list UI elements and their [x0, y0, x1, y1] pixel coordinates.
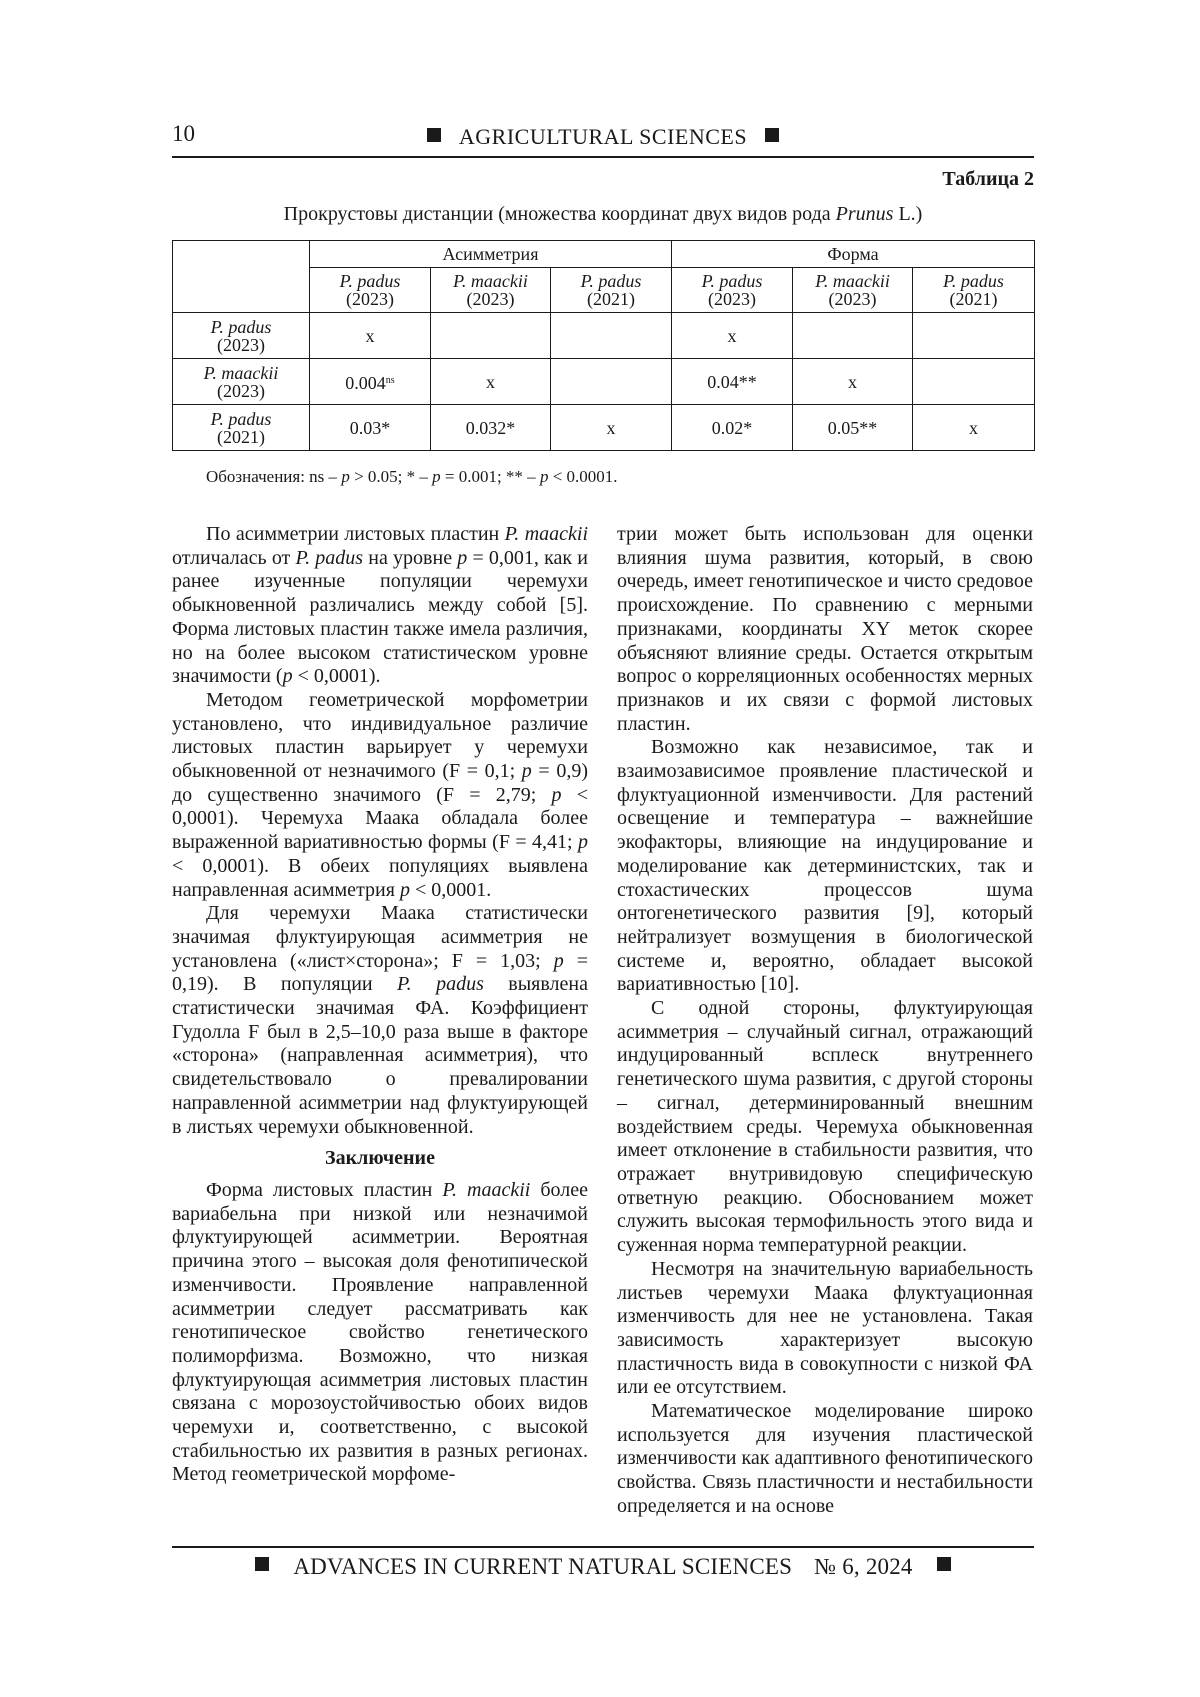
footer-rule [172, 1546, 1034, 1548]
table-cell: 0.032* [431, 405, 551, 451]
column-header: P. maackii (2023) [431, 268, 551, 313]
row-header: P. padus (2023) [173, 313, 310, 359]
header-rule [172, 156, 1034, 158]
journal-section: AGRICULTURAL SCIENCES [458, 124, 748, 149]
table-row [173, 405, 1035, 451]
column-header: P. padus (2023) [310, 268, 431, 313]
table-caption: Прокрустовы дистанции (множества координат двух видов рода Prunus L.) [283, 203, 923, 225]
table-cell: $0.004^{ns}$ [310, 359, 431, 405]
table-cell [793, 313, 913, 359]
table-corner-cell [173, 241, 310, 313]
page-number: 10 [172, 121, 195, 146]
section-heading: Заключение [325, 1147, 435, 1170]
table-notes: Обозначения: ns – p > 0.05; * – p = 0.001; ** – p < 0.0001. [206, 467, 618, 486]
table-cell: x [551, 405, 672, 451]
paragraph: Для черемухи Маака статистически значимая флуктуирующая асимметрия не установлена («лист×сторона»; F = 1,03; p = 0,19). В популяции P. padus выявлена статистически значимая ФА. Коэффициент Гудолла F был в 2,5–10,0 раза выше в факторе «сторона» (направленная асимметрия), что свидетельствовало о превалировании направленной асимметрии над флуктуирующей в листьях черемухи обыкновенной. [172, 902, 589, 1138]
journal-title: ADVANCES IN CURRENT NATURAL SCIENCES [293, 1554, 793, 1579]
table-number: Таблица 2 [942, 168, 1034, 190]
table-cell [551, 359, 672, 405]
table-cell: x [793, 359, 913, 405]
paragraph: Методом геометрической морфометрии установлено, что индивидуальное различие листовых пластин варьирует у черемухи обыкновенной от незначимого (F = 0,1; p = 0,9) до существенно значимого (F = 2,79; p < 0,0001). Черемуха Маака обладала более выраженной вариативностью формы (F = 4,41; p < 0,0001). В обеих популяциях выявлена направленная асимметрия p < 0,0001. [172, 688, 588, 901]
column-header: P. padus (2023) [672, 268, 793, 313]
text-column-left [172, 523, 588, 1487]
table-cell: 0.02* [672, 405, 793, 451]
table-row [173, 359, 1035, 405]
row-header: P. padus (2021) [173, 405, 310, 451]
table-cell: x [913, 405, 1035, 451]
group-header-shape: Форма [672, 241, 1035, 268]
table-row [173, 313, 1035, 359]
paragraph: трии может быть использован для оценки влияния шума развития, который, в свою очередь, имеет генотипическое и чисто средовое происхождение. По сравнению с мерными признаками, координаты XY меток скорее объясняют влияние среды. Остается открытым вопрос о корреляционных особенностях мерных признаков и их связи с формой листовых пластин. [617, 523, 1033, 735]
table-cell [913, 313, 1035, 359]
table-cell [913, 359, 1035, 405]
square-bullet-icon [765, 128, 779, 142]
group-header-asymmetry: Асимметрия [310, 241, 672, 268]
column-header: P. padus (2021) [551, 268, 672, 313]
row-header: P. maackii (2023) [173, 359, 310, 405]
table-cell: x [672, 313, 793, 359]
square-bullet-icon [427, 128, 441, 142]
paragraph: Возможно как независимое, так и взаимозависимое проявление пластической и флуктуационной изменчивости. Для растений освещение и температура – важнейшие экофакторы, влияющие на индуцирование и моделирование как детерминистских, так и стохастических процессов шума онтогенетического развития [9], который нейтрализует возмущения в биологической системе и, вероятно, обладает высокой вариативностью [10]. [617, 736, 1033, 996]
running-footer [172, 1554, 1034, 1580]
paragraph: По асимметрии листовых пластин P. maackii отличалась от P. padus на уровне p = 0,001, как и ранее изученные популяции черемухи обыкновенной различались между собой [5]. Форма листовых пластин также имела различия, но на более высоком статистическом уровне значимости (p < 0,0001). [172, 523, 589, 688]
column-header: P. maackii (2023) [793, 268, 913, 313]
table-cell: 0.04** [672, 359, 793, 405]
text-column-right [617, 523, 1033, 1519]
paragraph: Несмотря на значительную вариабельность листьев черемухи Маака флуктуационная изменчивость для нее не установлена. Такая зависимость характеризует высокую пластичность вида в совокупности с низкой ФА или ее отсутствием. [617, 1257, 1033, 1399]
column-header: P. padus (2021) [913, 268, 1035, 313]
table-cell: x [310, 313, 431, 359]
table-cell: x [431, 359, 551, 405]
paragraph: С одной стороны, флуктуирующая асимметрия – случайный сигнал, отражающий индуцированный всплеск внутреннего генетического шума развития, с другой стороны – сигнал, детерминированный внешним воздействием среды. Черемуха обыкновенная имеет отклонение в стабильности развития, что отражает внутривидовую специфическую ответную реакцию. Обоснованием может служить высокая термофильность этого вида и суженная норма температурной реакции. [617, 997, 1033, 1257]
issue-number: № 6, 2024 [814, 1554, 913, 1579]
square-bullet-icon [255, 1557, 269, 1571]
table-cell: 0.03* [310, 405, 431, 451]
running-header [172, 124, 1034, 150]
table-cell [431, 313, 551, 359]
table-cell [551, 313, 672, 359]
table-cell: 0.05** [793, 405, 913, 451]
paragraph: Форма листовых пластин P. maackii более вариабельна при низкой или незначимой флуктуирующей асимметрии. Вероятная причина этого – высокая доля фенотипической изменчивости. Проявление направленной асимметрии следует рассматривать как генотипическое свойство генетического полиморфизма. Возможно, что низкая флуктуирующая асимметрия листовых пластин связана с морозоустойчивостью обоих видов черемухи и, соответственно, с высокой стабильностью их развития в разных регионах. Метод геометрической морфоме- [172, 1178, 588, 1486]
procrustes-distance-table [172, 240, 1035, 451]
paragraph: Математическое моделирование широко используется для изучения пластической изменчивости как адаптивного фенотипического свойства. Связь пластичности и нестабильности определяется и на основе [617, 1400, 1033, 1517]
square-bullet-icon [937, 1557, 951, 1571]
